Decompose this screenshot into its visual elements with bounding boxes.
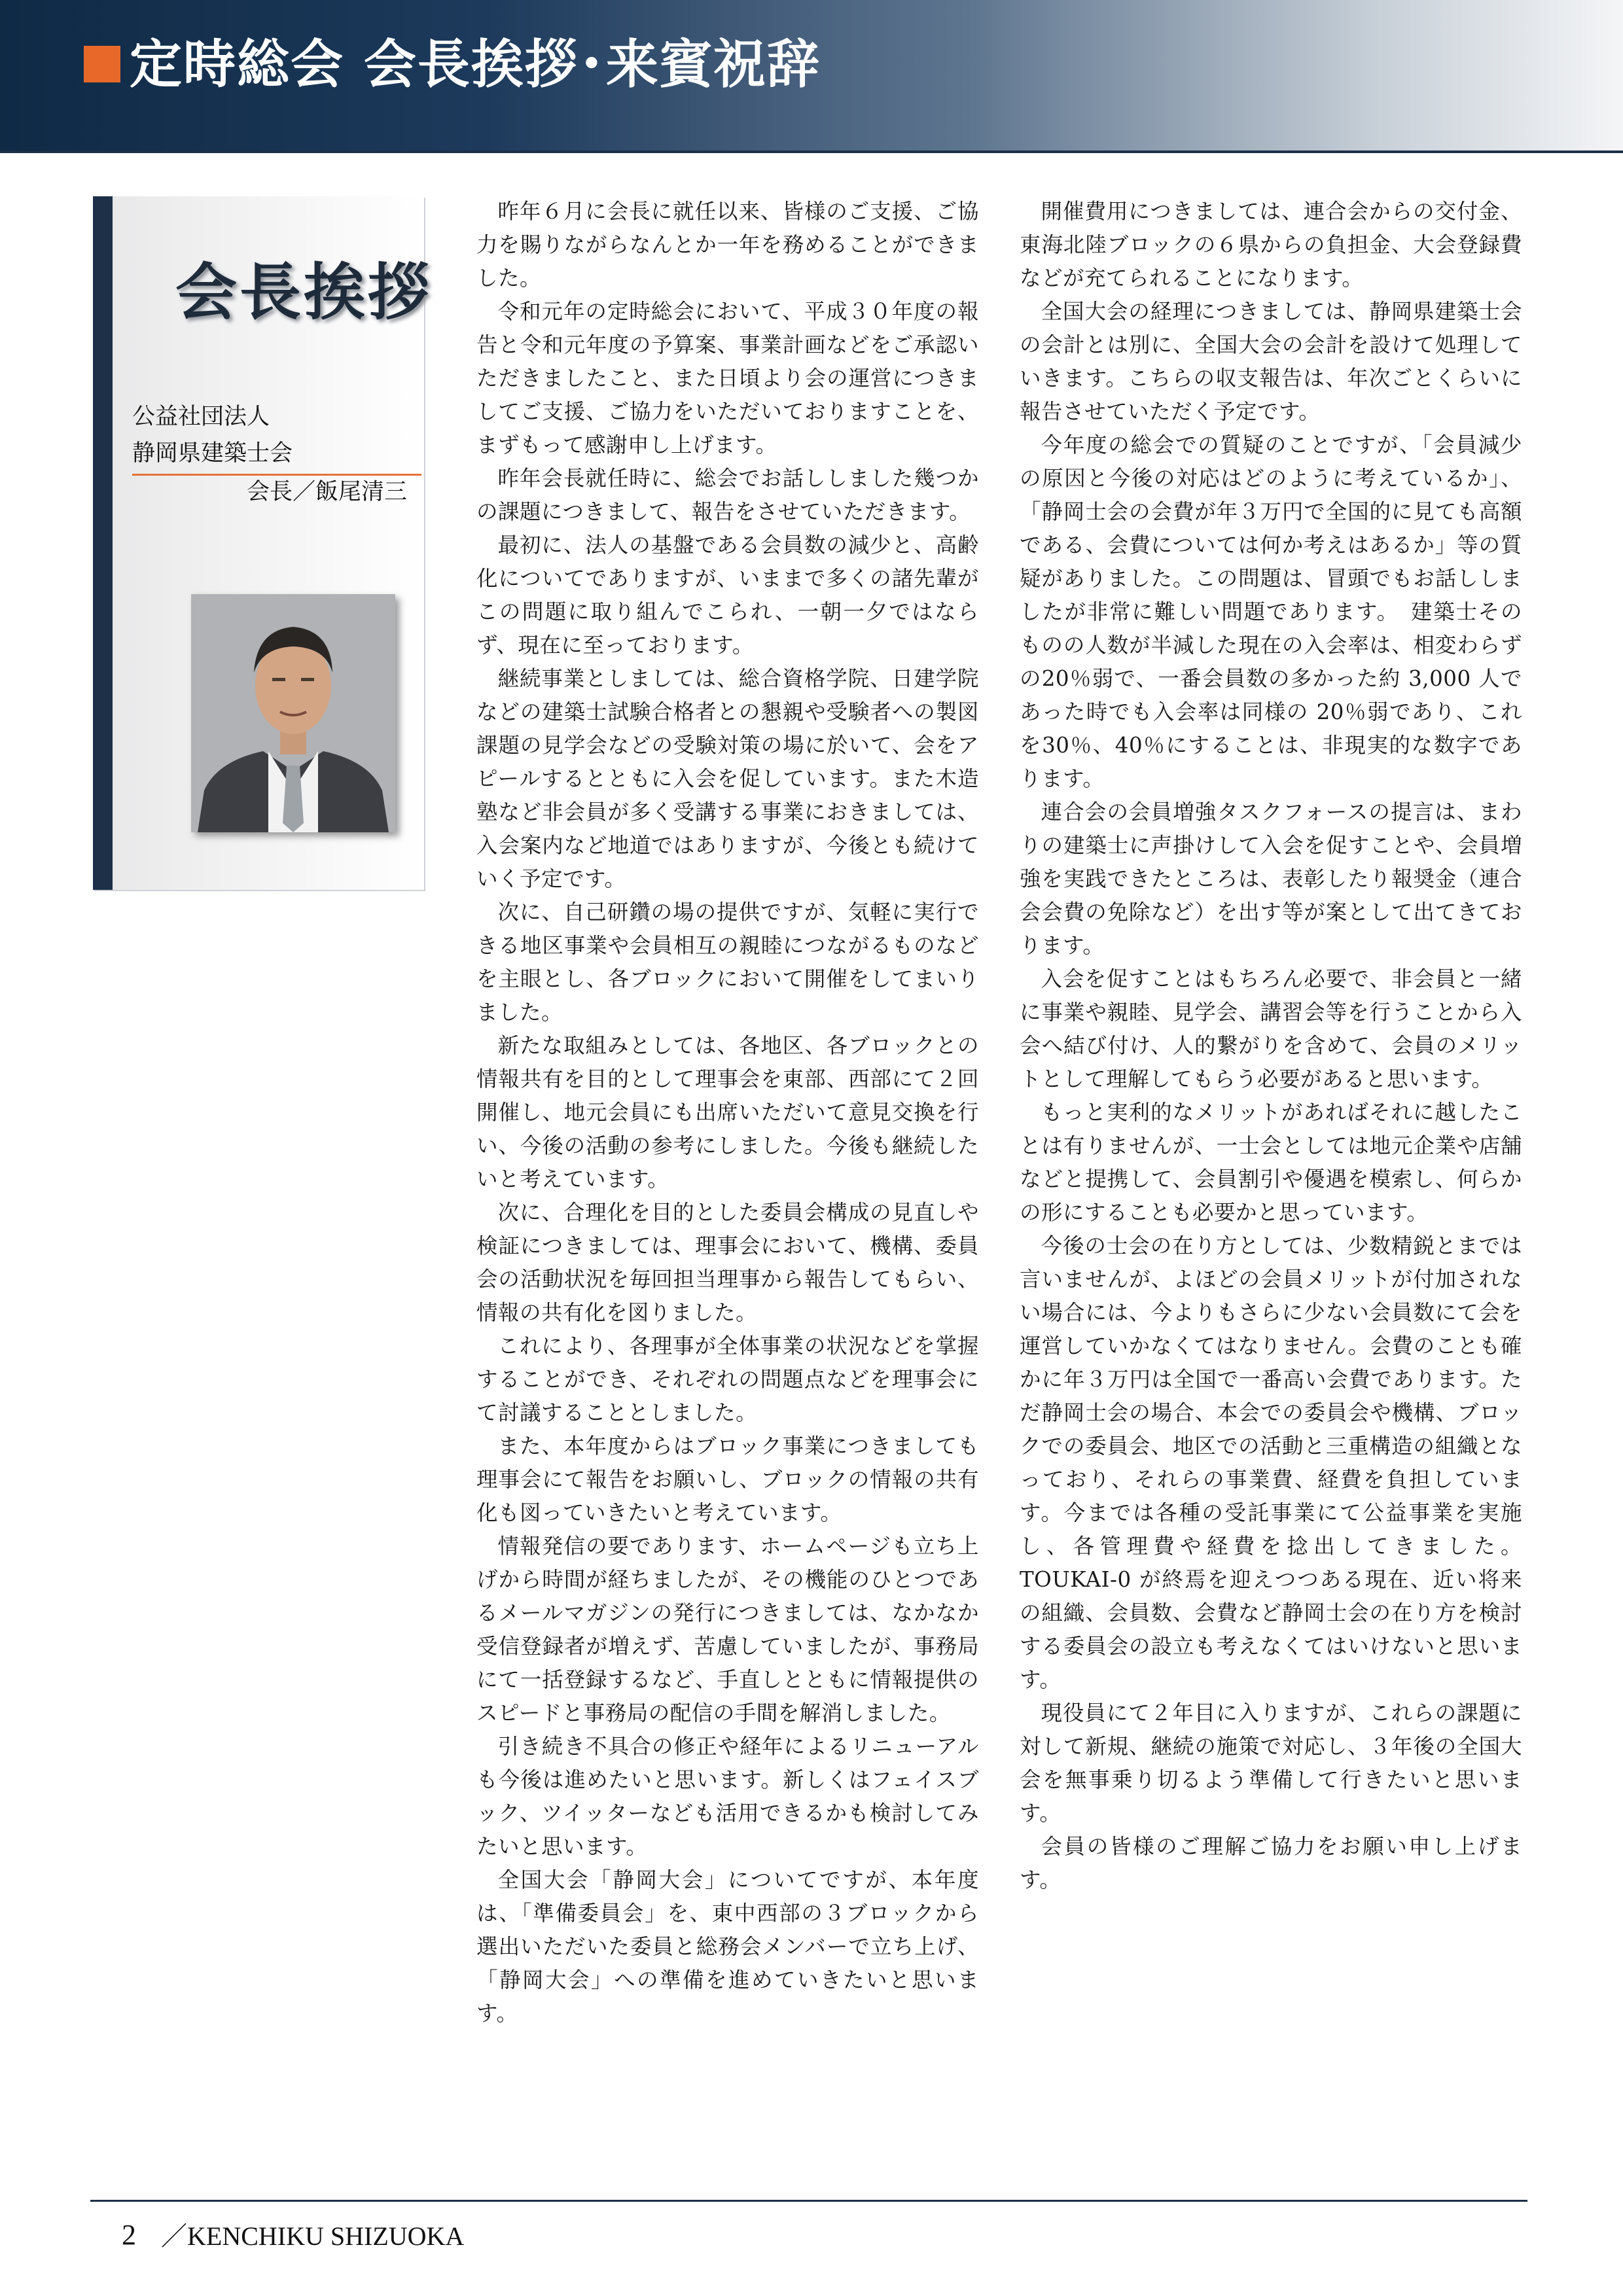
- page-title: 定時総会 会長挨拶･来賓祝辞: [130, 34, 821, 95]
- text-column-2: [1020, 195, 1522, 1897]
- paragraph: また、本年度からはブロック事業につきましても理事会にて報告をお願いし、ブロックの情報の共有化も図っていきたいと考えています。: [476, 1434, 979, 1525]
- profile-card: [93, 196, 433, 890]
- paragraph: 継続事業としましては、総合資格学院、日建学院などの建築士試験合格者との懇親や受験者への製図課題の見学会などの受験対策の場に於いて、会をアピールするとともに入会を促しています。また木造塾など非会員が多く受講する事業におきましては、入会案内など地道ではありますが、今後とも続けていく予定です。: [476, 666, 979, 891]
- paragraph: 全国大会の経理につきましては、静岡県建築士会の会計とは別に、全国大会の会計を設けて処理していきます。こちらの収支報告は、年次ごとくらいに報告させていただく予定です。: [1020, 299, 1522, 424]
- paragraph: 現役員にて２年目に入りますが、これらの課題に対して新規、継続の施策で対応し、３年後の全国大会を無事乗り切るよう準備して行きたいと思います。: [1020, 1701, 1522, 1826]
- paragraph: これにより、各理事が全体事業の状況などを掌握することができ、それぞれの問題点などを理事会にて討議することとしました。: [476, 1333, 979, 1425]
- paragraph: 次に、自己研鑽の場の提供ですが、気軽に実行できる地区事業や会員相互の親睦につながるものなどを主眼とし、各ブロックにおいて開催をしてまいりました。: [476, 900, 979, 1025]
- page-number: 2: [122, 2219, 136, 2251]
- paragraph: 令和元年の定時総会において、平成３０年度の報告と令和元年度の予算案、事業計画などをご承認いただきましたこと、また日頃より会の運営につきましてご支援、ご協力をいただいておりますことを、まずもって感謝申し上げます。: [476, 299, 979, 457]
- paragraph: 新たな取組みとしては、各地区、各ブロックとの情報共有を目的として理事会を東部、西部にて２回開催し、地元会員にも出席いただいて意見交換を行い、今後の活動の参考にしました。今後も継続したいと考えています。: [476, 1033, 979, 1192]
- card-heading: 会長挨拶: [175, 257, 433, 328]
- portrait-icon: [191, 594, 395, 832]
- paragraph: 連合会の会員増強タスクフォースの提言は、まわりの建築士に声掛けして入会を促すことや、会員増強を実践できたところは、表彰したり報奨金（連合会会費の免除など）を出す等が案として出てきております。: [1020, 800, 1522, 958]
- paragraph: 今年度の総会での質疑のことですが、「会員減少の原因と今後の対応はどのように考えているか」、「静岡士会の会費が年３万円で全国的に見ても高額である、会費については何か考えはあるか」等の質疑がありました。この問題は、冒頭でもお話ししましたが非常に難しい問題であります。 建築士そのものの人数が半減した現在の入会率は、相変わらずの20％弱で、一番会員数の多かった約 3,000 人であった時でも入会率は同様の 20％弱であり、これを30％、40％にすることは、非現実的な数字であります。: [1020, 433, 1522, 791]
- footer-rule: [90, 2200, 1527, 2202]
- card-org-line1: 公益社団法人: [132, 404, 270, 430]
- paragraph: 入会を促すことはもちろん必要で、非会員と一緒に事業や親睦、見学会、講習会等を行うことから入会へ結び付け、人的繋がりを含めて、会員のメリットとして理解してもらう必要があると思います。: [1020, 966, 1522, 1091]
- text-column-1: [476, 195, 979, 2030]
- paragraph: 昨年６月に会長に就任以来、皆様のご支援、ご協力を賜りながらなんとか一年を務めることができました。: [476, 199, 979, 291]
- paragraph: 開催費用につきましては、連合会からの交付金、東海北陸ブロックの６県からの負担金、大会登録費などが充てられることになります。: [1020, 199, 1522, 291]
- header-square-icon: [84, 46, 120, 82]
- paragraph: 情報発信の要であります、ホームページも立ち上げから時間が経ちましたが、その機能のひとつであるメールマガジンの発行につきましては、なかなか受信登録者が増えず、苦慮していましたが、事務局にて一括登録するなど、手直しとともに情報提供のスピードと事務局の配信の手間を解消しました。: [476, 1534, 979, 1725]
- paragraph: 会員の皆様のご理解ご協力をお願い申し上げます。: [1020, 1834, 1522, 1892]
- paragraph: 最初に、法人の基盤である会員数の減少と、高齢化についてでありますが、いままで多くの諸先輩がこの問題に取り組んでこられ、一朝一夕ではならず、現在に至っております。: [476, 533, 979, 658]
- portrait-photo: [191, 594, 395, 832]
- paragraph: 今後の士会の在り方としては、少数精鋭とまでは言いませんが、よほどの会員メリットが付加されない場合には、今よりもさらに少ない会員数にて会を運営していかなくてはなりません。会費のことも確かに年３万円は全国で一番高い会費であります。ただ静岡士会の場合、本会での委員会や機構、ブロックでの委員会、地区での活動と三重構造の組織となっており、それらの事業費、経費を負担しています。今までは各種の受託事業にて公益事業を実施し、各管理費や経費を捻出してきました。TOUKAI-0 が終焉を迎えつつある現在、近い将来の組織、会員数、会費など静岡士会の在り方を検討する委員会の設立も考えなくてはいけないと思います。: [1020, 1233, 1522, 1692]
- paragraph: 昨年会長就任時に、総会でお話ししました幾つかの課題につきまして、報告をさせていただきます。: [476, 466, 979, 524]
- paragraph: 引き続き不具合の修正や経年によるリニューアルも今後は進めたいと思います。新しくはフェイスブック、ツイッターなども活用できるかも検討してみたいと思います。: [476, 1734, 979, 1859]
- card-org-line2: 静岡県建築士会: [132, 440, 293, 467]
- paragraph: もっと実利的なメリットがあればそれに越したことは有りませんが、一士会としては地元企業や店舗などと提携して、会員割引や優遇を模索し、何らかの形にすることも必要かと思っています。: [1020, 1100, 1522, 1225]
- magazine-name: ／KENCHIKU SHIZUOKA: [161, 2221, 465, 2251]
- paragraph: 次に、合理化を目的とした委員会構成の見直しや検証につきましては、理事会において、機構、委員会の活動状況を毎回担当理事から報告してもらい、情報の共有化を図りました。: [476, 1200, 979, 1325]
- paragraph: 全国大会「静岡大会」についてですが、本年度は、「準備委員会」を、東中西部の３ブロックから選出いただいた委員と総務会メンバーで立ち上げ、「静岡大会」への準備を進めていきたいと思います。: [476, 1867, 979, 2026]
- card-name: 会長／飯尾清三: [246, 479, 407, 505]
- header-rule: [0, 150, 1623, 153]
